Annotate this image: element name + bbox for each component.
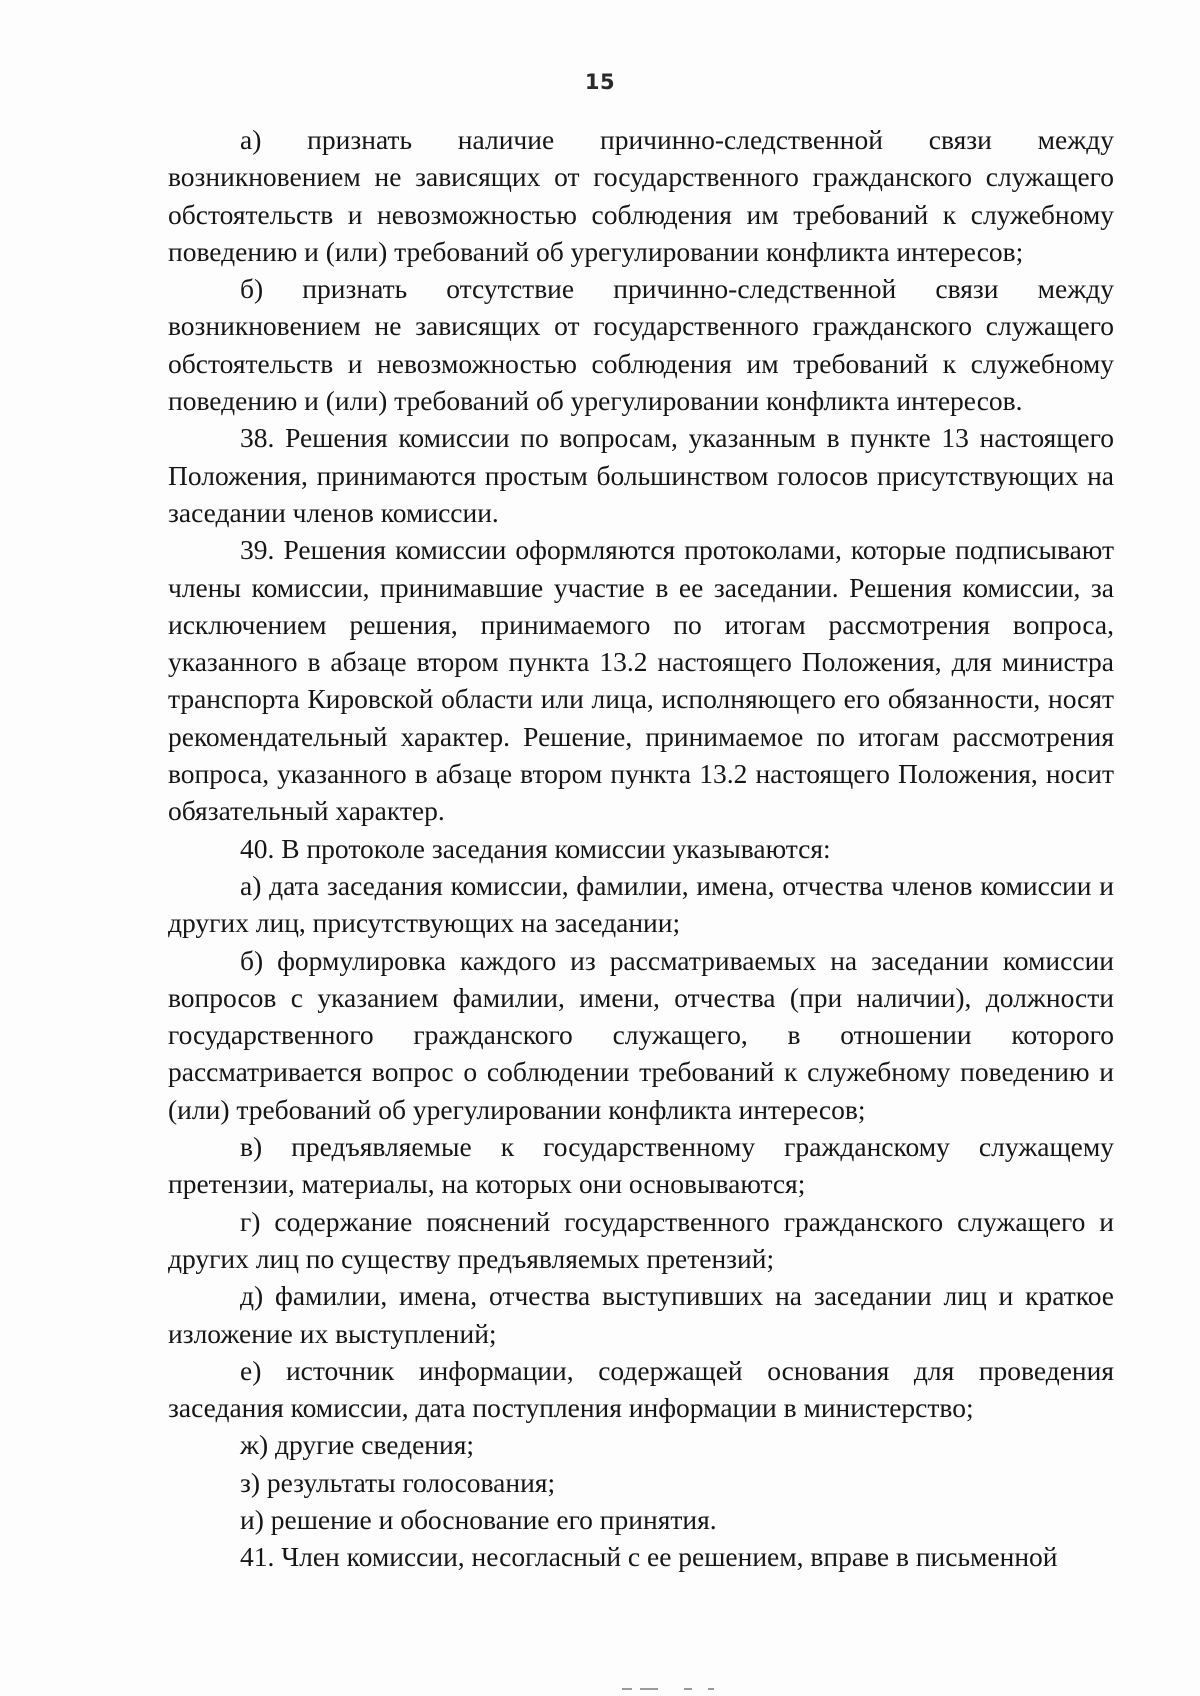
scan-artifact xyxy=(0,1688,1200,1692)
paragraph-clause-38: 38. Решения комиссии по вопросам, указанным в пункте 13 настоящего Положения, принимаются простым большинством голосов присутствующих на заседании членов комиссии. xyxy=(168,422,1114,528)
paragraph-clause-40-item-z: з) результаты голосования; xyxy=(240,1466,556,1498)
paragraph-item-b-no-causal-link: б) признать отсутствие причинно-следственной связи между возникновением не зависящих от государственного гражданского служащего обстоятельств и невозможностью соблюдения им требований к служебному поведению и (или) требований об урегулировании конфликта интересов. xyxy=(168,273,1114,417)
paragraph-clause-40-item-i: и) решение и обоснование его принятия. xyxy=(240,1503,717,1535)
paragraph-clause-40: 40. В протоколе заседания комиссии указываются: xyxy=(240,832,831,864)
paragraph-clause-40-item-v: в) предъявляемые к государственному гражданскому служащему претензии, материалы, на которых они основываются; xyxy=(168,1131,1114,1200)
paragraph-clause-40-item-e: е) источник информации, содержащей основания для проведения заседания комиссии, дата поступления информации в министерство; xyxy=(168,1354,1114,1424)
document-body xyxy=(168,121,1114,1576)
page-number: 15 xyxy=(584,70,616,94)
paragraph-clause-40-item-d: д) фамилии, имена, отчества выступивших на заседании лиц и краткое изложение их выступлений; xyxy=(168,1280,1114,1349)
paragraph-clause-40-item-zh: ж) другие сведения; xyxy=(240,1429,475,1461)
paragraph-item-a-causal-link: а) признать наличие причинно-следственной связи между возникновением не зависящих от государственного гражданского служащего обстоятельств и невозможностью соблюдения им требований к служебному поведению и (или) требований об урегулировании конфликта интересов; xyxy=(168,124,1114,267)
paragraph-clause-39: 39. Решения комиссии оформляются протоколами, которые подписывают члены комиссии, принимавшие участие в ее заседании. Решения комиссии, за исключением решения, принимаемого по итогам рассмотрения вопроса, указанного в абзаце втором пункта 13.2 настоящего Положения, для министра транспорта Кировской области или лица, исполняющего его обязанности, носят рекомендательный характер. Решение, принимаемое по итогам рассмотрения вопроса, указанного в абзаце втором пункта 13.2 настоящего Положения, носит обязательный характер. xyxy=(168,534,1114,827)
paragraph-clause-41: 41. Член комиссии, несогласный с ее решением, вправе в письменной xyxy=(240,1541,1058,1573)
paragraph-clause-40-item-g: г) содержание пояснений государственного гражданского служащего и других лиц по существу предъявляемых претензий; xyxy=(168,1205,1114,1274)
paragraph-clause-40-item-b: б) формулировка каждого из рассматриваемых на заседании комиссии вопросов с указанием фамилии, имени, отчества (при наличии), должности государственного гражданского служащего, в отношении которого рассматривается вопрос о соблюдении требований к служебному поведению и (или) требований об урегулировании конфликта интересов; xyxy=(168,944,1114,1125)
paragraph-clause-40-item-a: а) дата заседания комиссии, фамилии, имена, отчества членов комиссии и других лиц, присутствующих на заседании; xyxy=(168,869,1114,939)
